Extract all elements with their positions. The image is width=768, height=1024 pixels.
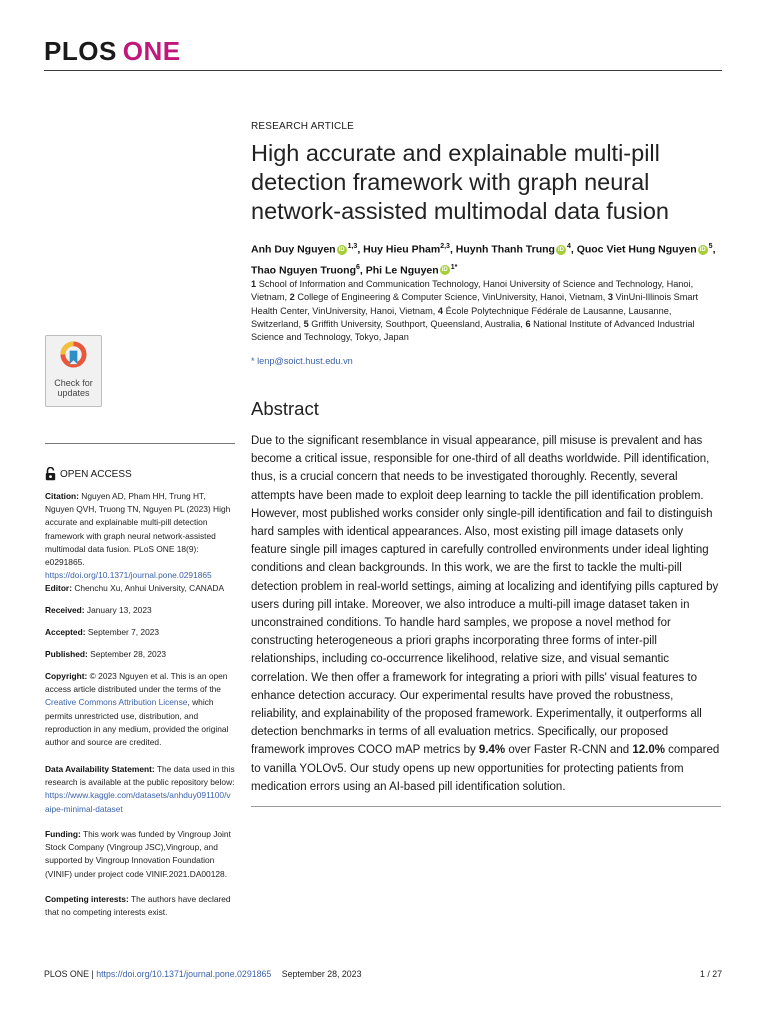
orcid-icon[interactable]: iD bbox=[557, 246, 564, 253]
metric-highlight: 9.4% bbox=[478, 744, 506, 757]
author-affil-sup: 2,3 bbox=[440, 243, 450, 250]
affiliation: College of Engineering & Computer Science, VinUniversity, Hanoi, Vietnam, bbox=[297, 292, 606, 303]
copyright-block: Copyright: © 2023 Nguyen et al. This is an open access article distributed under the terms of the Creative Commons Attribution License, which permits unrestricted use, distribution, and reproduction in any medium, provided the original author and source are credited. bbox=[45, 671, 229, 748]
article-type: RESEARCH ARTICLE bbox=[251, 121, 355, 132]
affiliations: 1 School of Information and Communication Technology, Hanoi University of Science and Technology, Hanoi, Vietnam, 2 College of Engineering & Computer Science, VinUniversity, Hanoi, Vietnam, 3 VinUni-Illinois Smart Health Center, VinUniversity, Hanoi, Vietnam, 4 École Polytechnique Fédérale de Lausanne, Lausanne, Switzerland, 5 Griffith University, Southport, Queensland, Australia, 6 National Institute of Advanced Industrial Science and Technology, Tokyo, Japan bbox=[251, 279, 699, 343]
abstract-divider bbox=[251, 806, 721, 807]
author-name[interactable]: Anh Duy Nguyen bbox=[251, 243, 336, 256]
dataset-link[interactable]: https://www.kaggle.com/datasets/anhduy091100/vaipe-minimal-dataset bbox=[45, 790, 231, 814]
author-affil-sup: 1* bbox=[450, 263, 458, 271]
affiliation: École Polytechnique Fédérale de Lausanne, Lausanne, Switzerland, bbox=[251, 305, 672, 329]
article-title: High accurate and explainable multi-pill detection framework with graph neural network-assisted multimodal data fusion bbox=[251, 140, 669, 224]
open-access-label: OPEN ACCESS bbox=[45, 467, 235, 481]
author-affil-sup: 1,3 bbox=[347, 243, 358, 250]
author-name[interactable]: Phi Le Nguyen bbox=[365, 264, 439, 276]
footer-date: September 28, 2023 bbox=[281, 969, 362, 979]
metric-highlight: 12.0% bbox=[632, 744, 665, 757]
data-availability-block: Data Availability Statement: The data used in this research is available at the public repository below: https://www.kaggle.com/datasets/anhduy091100/vaipe-minimal-dataset bbox=[45, 764, 235, 814]
logo-one: ONE bbox=[122, 36, 181, 66]
email-link[interactable]: lenp@soict.hust.edu.vn bbox=[257, 356, 353, 366]
citation-block: Citation: Nguyen AD, Pham HH, Trung HT, Nguyen QVH, Truong TN, Nguyen PL (2023) High accurate and explainable multi-pill detection framework with graph neural network-assisted multimodal data fusion. PLoS ONE 18(9): e0291865. https://doi.org/10.1371/journal.pone.0291865 bbox=[45, 491, 231, 581]
author-name[interactable]: Thao Nguyen Truong bbox=[251, 264, 356, 276]
open-lock-icon bbox=[45, 467, 56, 481]
competing-interests-block: Competing interests: The authors have declared that no competing interests exist. bbox=[45, 894, 231, 918]
abstract-body: Due to the significant resemblance in visual appearance, pill misuse is prevalent and has become a critical issue, responsible for one-third of all deaths worldwide. Pill identification, thus, is a crucial concern that needs to be investigated thoroughly. Recently, several attempts have been made to exploit deep learning to tackle the pill identification problem. However, most published works consider only single-pill identification and fail to distinguish hard samples with identical appearances. Also, most existing pill image datasets only feature single pill images captured in carefully controlled environments under ideal lighting conditions and clean backgrounds. In this work, we are the first to tackle the multi-pill detection problem in real-world settings, aiming at localizing and identifying pills captured by users during pill intake. Moreover, we also introduce a multi-pill image dataset taken in unconstrained conditions. To handle hard samples, we propose a novel method for constructing heterogeneous a priori graphs incorporating three forms of inter-pill relationships, including co-occurrence likelihood, relative size, and visual semantic correlation. We then offer a framework for integrating a priori with pills' visual features to enhance detection accuracy. Our experimental results have proved the robustness, reliability, and explainability of the proposed framework. Experimentally, it outperforms all detection benchmarks in terms of all evaluation metrics. Specifically, our proposed framework improves COCO mAP metrics by 9.4% over Faster R-CNN and 12.0% compared to vanilla YOLOv5. Our study opens up new opportunities for protecting patients from medication errors using an AI-based pill identification solution. bbox=[251, 435, 720, 793]
accepted-line: Accepted: September 7, 2023 bbox=[45, 627, 160, 637]
footer-doi-link[interactable]: https://doi.org/10.1371/journal.pone.0291865 bbox=[96, 969, 272, 979]
header-divider bbox=[44, 70, 722, 71]
crossmark-icon bbox=[60, 341, 87, 368]
author-affil-sup: 4 bbox=[566, 243, 571, 250]
affiliation: School of Information and Communication Technology, Hanoi University of Science and Technology, Hanoi, Vietnam, bbox=[251, 279, 694, 303]
funding-block: Funding: This work was funded by Vingroup Joint Stock Company (Vingroup JSC),Vingroup, and supported by Vingroup Innovation Foundation (VINIF) under project code VINIF.2021.DA00128. bbox=[45, 829, 231, 879]
footer-journal: PLOS ONE bbox=[44, 969, 89, 979]
author-list: Anh Duy Nguyen iD $^{1,3}$, Huy Hieu Pham$^{2,3}$, Huynh Thanh Trung iD $^4$, Quoc Viet Hung Nguyen iD $^5$, Thao Nguyen Truong$^6$, Phi Le Nguyen iD $^{1*}$ bbox=[251, 243, 716, 276]
author-name[interactable]: Quoc Viet Hung Nguyen bbox=[576, 243, 697, 256]
license-link[interactable]: Creative Commons Attribution License bbox=[45, 697, 188, 708]
published-line: Published: September 28, 2023 bbox=[45, 649, 167, 659]
author-name[interactable]: Huy Hieu Pham bbox=[363, 243, 441, 256]
logo-plos: PLOS bbox=[44, 36, 117, 66]
orcid-icon[interactable]: iD bbox=[338, 246, 345, 253]
badge-label: Check for updates bbox=[54, 378, 93, 398]
orcid-icon[interactable]: iD bbox=[699, 246, 706, 253]
corresponding-email bbox=[251, 356, 721, 366]
journal-logo[interactable] bbox=[44, 36, 181, 67]
author-affil-sup: 5 bbox=[708, 243, 713, 250]
citation-doi-link[interactable]: https://doi.org/10.1371/journal.pone.0291865 bbox=[45, 570, 212, 581]
orcid-icon[interactable]: iD bbox=[441, 267, 448, 274]
check-for-updates-badge[interactable] bbox=[45, 335, 102, 407]
affiliation: Griffith University, Southport, Queensland, Australia, bbox=[311, 318, 523, 329]
affiliation: VinUni-Illinois Smart Health Center, VinUniversity, Hanoi, Vietnam, bbox=[251, 292, 699, 316]
received-line: Received: January 13, 2023 bbox=[45, 605, 152, 615]
sidebar-divider bbox=[45, 443, 235, 444]
affiliation: National Institute of Advanced Industrial Science and Technology, Tokyo, Japan bbox=[251, 318, 695, 343]
author-affil-sup: 6 bbox=[356, 263, 360, 271]
page-number: 1 / 27 bbox=[699, 969, 722, 979]
abstract-heading: Abstract bbox=[251, 398, 319, 419]
page-footer: PLOS ONE | https://doi.org/10.1371/journal.pone.0291865 September 28, 2023 bbox=[44, 969, 362, 979]
corresponding-star: * bbox=[251, 356, 255, 366]
editor-line: Editor: Chenchu Xu, Anhui University, CANADA bbox=[45, 583, 225, 593]
author-name[interactable]: Huynh Thanh Trung bbox=[455, 243, 555, 256]
